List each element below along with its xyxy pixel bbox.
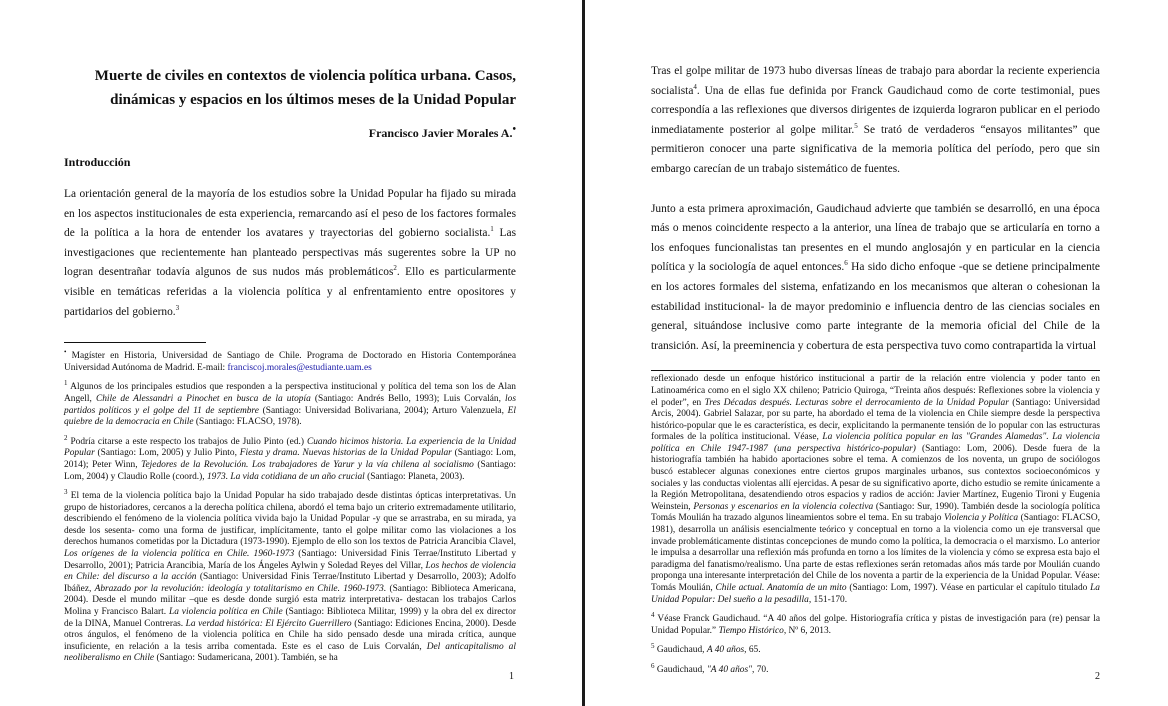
page-2: [587, 0, 1168, 706]
footnote-3: $^3$ El tema de la violencia política bajo la Unidad Popular ha sido trabajado desde distintas ópticas interpretativas. Un grupo de historiadores, cercanos a la derecha política chilena, abordó el tema bajo un criterio extremadamente utilitario, describiendo el fenómeno de la violencia política vivida bajo la Unidad Popular -y que se arrastraba, en su mirada, ya desde los sesenta- como una forma de justificar, implícitamente, tanto el golpe militar como las violaciones a los derechos humanos cometidas por la Dictadura (1973-1990). Ejemplo de ello son los textos de Patricia Arancibia Clavel, Los orígenes de la violencia política en Chile. 1960-1973 (Santiago: Universidad Finis Terrae/Instituto Libertad y Desarrollo, 2001); Patricia Arancibia, María de los Ángeles Aylwin y Soledad Reyes del Villar, Los hechos de violencia en Chile: del discurso a la acción (Santiago: Universidad Finis Terrae/Instituto Libertad y Desarrollo, 2003); Adolfo Ibáñez, Abrazado por la revolución: ideología y totalitarismo en Chile. 1960-1973. (Santiago: Biblioteca Americana, 2004). Desde el mundo militar –que es desde donde surgió esta matriz interpretativa- destacan los trabajos Carlos Molina y Francisco Balart. La violencia política en Chile (Santiago: Biblioteca Militar, 1999) y la obra del ex director de la DINA, Manuel Contreras. La verdad histórica: El Ejército Guerrillero (Santiago: Ediciones Encina, 2000). Desde otros ángulos, el fenómeno de la violencia política en Chile ha sido pensado desde una mirada crítica, aunque insuficiente, en relación a la tesis arriba comentada. Este es el caso de Luis Corvalán, Del anticapitalismo al neoliberalismo en Chile (Santiago: Sudamericana, 2001). También, se ha: [64, 487, 517, 664]
author: [64, 124, 516, 141]
page-number: 1: [509, 671, 514, 682]
email-link[interactable]: franciscoj.morales@estudiante.uam.es: [227, 362, 372, 373]
footnote-5: $^5$ Gaudichaud, A 40 años, 65.: [651, 642, 761, 656]
footnote-2: $^2$ Podría citarse a este respecto los trabajos de Julio Pinto (ed.) Cuando hicimos historia. La experiencia de la Unidad Popular (Santiago: Lom, 2005) y Julio Pinto, Fiesta y drama. Nuevas historias de la Unidad Popular (Santiago: Lom, 2014); Peter Winn, Tejedores de la Revolución. Los trabajadores de Yarur y la vía chilena al socialismo (Santiago: Lom, 2004) y Claudio Rolle (coord.), 1973. La vida cotidiana de un año crucial (Santiago: Planeta, 2003).: [64, 433, 517, 482]
paragraph-intro: La orientación general de la mayoría de los estudios sobre la Unidad Popular ha fijado su mirada en los aspectos institucionales de esta experiencia, remarcando así el peso de los factores formales de la política a la hora de entender los avatares y trayectorias del gobierno socialista.$^1$ Las investigaciones que recientemente han planteado perspectivas más sugerentes sobre la UP no logran desentrañar todavía algunos de sus nudos más problemáticos$^2$. Ello es particularmente visible en temáticas referidas a la violencia política y al enfrentamiento entre opositores y partidarios del gobierno.$^3$: [64, 188, 517, 318]
footnote-4: $^4$ Véase Franck Gaudichaud. “A 40 años del golpe. Historiografía crítica y pistas de investigación para (re) pensar la Unidad Popular.” Tiempo Histórico, Nº 6, 2013.: [651, 611, 1100, 636]
author-name: Francisco Javier Morales A.: [368, 126, 513, 140]
footnote-separator: [64, 342, 206, 343]
footnote-ref-2[interactable]: 2: [393, 264, 397, 273]
footnote-6: $^6$ Gaudichaud, "A 40 años", 70.: [651, 661, 769, 675]
footnote-ref-6[interactable]: 6: [844, 259, 848, 268]
footnote-ref-1[interactable]: 1: [490, 225, 494, 234]
footnote-3-continued: reflexionado desde un enfoque histórico institucional a partir de la relación entre violencia y poder tanto en Latinoamérica como en el siglo XX chileno; Patricio Quiroga, “Treinta años después: Reflexiones sobre la violencia y el poder”, en Tres Décadas después. Lecturas sobre el derrocamiento de la Unidad Popular (Santiago: Universidad Arcis, 2004). Gabriel Salazar, por su parte, ha abordado el tema de la violencia en Chile siempre desde la perspectiva histórico-popular que le es característica, es decir, explicitando la permanente tensión de lo popular con las estructuras formales de la política institucional. Véase, La violencia política popular en las "Grandes Alamedas". La violencia política en Chile 1947-1987 (una perspectiva histórico-popular) (Santiago: Lom, 2006). Desde fuera de la historiografía también ha habido aportaciones sobre el tema. A comienzos de los noventa, un grupo de sociólogos buscó establecer algunas conexiones entre ciertos grupos marginales urbanos, sus contextos socioeconómicos y sociales y las conductas violentas allí ejercidas. A pesar de su significativo aporte, dicho estudio se remite únicamente a la Región Metropolitana, desatendiendo otros espacios y radios de acción: Javier Martínez, Eugenio Tironi y Eugenia Weinstein, Personas y escenarios en la violencia colectiva (Santiago: Sur, 1990). También desde la sociología política Tomás Moulián ha trazado algunos lineamientos sobre el tema. En su trabajo Violencia y Política (Santiago: FLACSO, 1981), desarrolla un análisis esencialmente teórico y conceptual en torno a la violencia como un eje transversal que invade problemáticamente distintas concepciones de mundo como la política, la democracia o el marxismo. Lo anterior le impulsa a desarrollar una reflexión más profunda en torno a los límites de la violencia y cómo se expresa esta bajo el paradigma del fanatismo/realismo. Una parte de estas reflexiones serán retomadas años más tarde por Moulián cuando proponga una interesante interpretación del Chile de los noventa a partir de la experiencia de la Unidad Popular. Véase: Tomás Moulián, Chile actual. Anatomía de un mito (Santiago: Lom, 1997). Véase en particular el capítulo titulado La Unidad Popular: Del sueño a la pesadilla, 151-170.: [651, 370, 1100, 606]
page-1: [0, 0, 580, 706]
footnote-ref-3[interactable]: 3: [175, 303, 180, 312]
footnote-author: • Magíster en Historia, Universidad de Santiago de Chile. Programa de Doctorado en Historia Contemporánea Universidad Autónoma de Madrid. E-mail: franciscoj.morales@estudiante.uam.es: [64, 348, 516, 373]
article-title: Muerte de civiles en contextos de violencia política urbana. Casos, dinámicas y espacios en los últimos meses de la Unidad Popular: [94, 68, 516, 108]
section-heading-introduction: Introducción: [64, 155, 131, 169]
page-divider: [582, 0, 585, 706]
footnote-ref-5[interactable]: 5: [854, 121, 858, 130]
author-footnote-mark[interactable]: •: [512, 124, 516, 135]
footnote-ref-4[interactable]: 4: [693, 82, 697, 91]
paragraph-1: Tras el golpe militar de 1973 hubo diversas líneas de trabajo para abordar la reciente experiencia socialista$^4$. Una de ellas fue definida por Franck Gaudichaud como de corte testimonial, pues correspondía a las reflexiones que diversos dirigentes de izquierda lograron publicar en el periodo inmediatamente posterior al golpe militar.$^5$ Se trató de verdaderos “ensayos militantes” que permitieron conocer una parte significativa de la memoria política del período, pero que sin embargo carecían de un trabajo sistemático de fuentes.: [651, 65, 1100, 175]
paragraph-2: Junto a esta primera aproximación, Gaudichaud advierte que también se desarrolló, en una época más o menos coincidente respecto a la anterior, una línea de trabajo que se articularía en torno a los enfoques funcionalistas tan presentes en el mundo anglosajón y en particular en la ciencia política y la sociología de aquel entonces.$^6$ Ha sido dicho enfoque -que se detiene principalmente en los actores formales del sistema, enfatizando en los mecanismos que alteran o cohesionan la estabilidad institucional- la de mayor predominio e influencia dentro de las ciencias sociales en general, situándose inclusive como parte integrante de la memoria oficial del Chile de la transición. Así, la preeminencia y cobertura de esta perspectiva tuvo como contrapartida la virtual: [651, 202, 1100, 352]
footnote-1: $^1$ Algunos de los principales estudios que responden a la perspectiva institucional y política del tema son los de Alan Angell, Chile de Alessandri a Pinochet en busca de la utopía (Santiago: Andrés Bello, 1993); Luis Corvalán, los partidos políticos y el golpe del 11 de septiembre (Santiago: Universidad Bolivariana, 2004); Arturo Valenzuela, El quiebre de la democracia en Chile (Santiago: FLACSO, 1978).: [64, 379, 516, 428]
page-number: 2: [1095, 671, 1100, 682]
